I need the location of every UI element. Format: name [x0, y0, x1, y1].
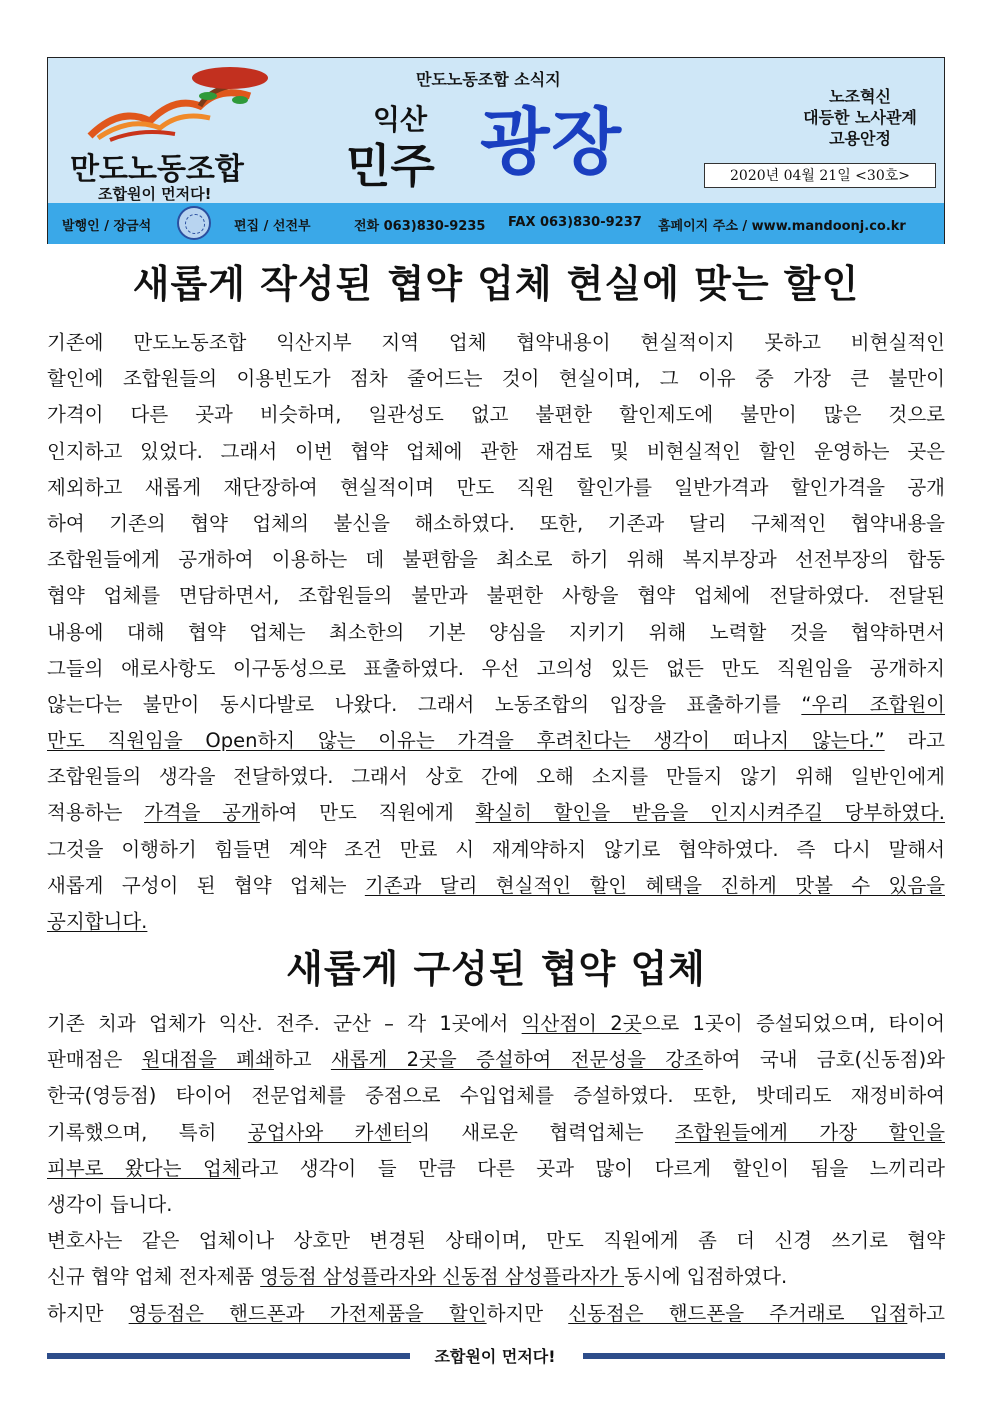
text-line: 변호사는 같은 업체이나 상호만 변경된 상태이며, 만도 직원에게 좀 더 신경 쓰기로 협약 — [47, 1229, 945, 1253]
text-run: 라고 생각이 들 만큼 다른 곳과 많이 다르게 할인이 됨을 느끼리라 — [240, 1156, 946, 1180]
text-line — [47, 1042, 945, 1078]
text-line: 인지하고 있었다. 그래서 이번 협약 업체에 관한 재검토 및 비현실적인 할인 운영하는 곳은 — [47, 439, 945, 463]
underlined-text: 공지합니다. — [47, 910, 148, 933]
paper-subtitle: 만도노동조합 소식지 — [416, 70, 561, 89]
text-line: 기존에 만도노동조합 익산지부 지역 업체 협약내용이 현실적이지 못하고 비현실적인 — [47, 331, 945, 354]
text-line: 가격이 다른 곳과 비슷하며, 일관성도 없고 불편한 할인제도에 불만이 많은 것으로 — [47, 403, 945, 427]
underlined-text: 피부로 왔다는 업체 — [47, 1156, 241, 1180]
article2-title: 새롭게 구성된 협약 업체 — [286, 947, 706, 991]
text-run: 기록했으며, 특히 — [47, 1120, 248, 1144]
text-line — [47, 1151, 945, 1187]
text-line — [47, 1296, 945, 1332]
underlined-text: 공업사와 카센터 — [247, 1120, 412, 1144]
text-line: 하여 기존의 협약 업체의 불신을 해소하였다. 또한, 기존과 달리 구체적인 협약내용을 — [47, 511, 945, 535]
text-line: 내용에 대해 협약 업체는 최소한의 기본 양심을 지키기 위해 노력할 것을 협약하면서 — [47, 620, 945, 644]
text-line: 그들의 애로사항도 이구동성으로 표출하였다. 우선 고의성 있든 없든 만도 직원임을 공개하지 — [47, 656, 945, 680]
text-line — [47, 868, 945, 904]
underlined-text: 만도 직원임을 Open하지 않는 이유는 가격을 후려친다는 생각이 떠나지 않는다.” — [47, 729, 885, 753]
text-line — [47, 687, 945, 723]
text-run: 으로 1곳이 증설되었으며, 타이어 — [641, 1012, 945, 1035]
text-line — [47, 904, 945, 940]
phone: 전화 063)830-9235 — [354, 219, 486, 234]
info-bar — [48, 203, 944, 244]
text-run: 하고 — [907, 1301, 945, 1325]
text-line — [47, 723, 945, 759]
editor: 편집 / 선전부 — [234, 219, 311, 234]
text-run: 하고 — [273, 1048, 331, 1072]
text-run: 신규 협약 업체 전자제품 — [47, 1265, 261, 1289]
underlined-text: 확실히 할인을 받음을 인지시켜주길 당부하였다. — [475, 801, 946, 825]
underlined-text: 새롭게 2곳을 증설하여 전문성을 강조 — [330, 1048, 703, 1072]
union-seal-icon — [177, 206, 211, 240]
motto-line: 노조혁신 — [829, 87, 891, 106]
text-run: 동시에 입점하였다. — [624, 1265, 788, 1289]
footer-slogan: 조합원이 먼저다! — [434, 1347, 556, 1366]
org-slogan: 조합원이 먼저다! — [98, 185, 212, 203]
text-run: 하여 만도 직원에게 — [259, 801, 476, 825]
underlined-text: 조합원들에게 가장 할인을 — [674, 1120, 945, 1144]
text-line — [47, 1006, 945, 1042]
motto-line: 고용안정 — [829, 129, 891, 148]
text-line: 협약 업체를 면담하면서, 조합원들의 불만과 불편한 사항을 협약 업체에 전달하였다. 전달된 — [47, 584, 945, 608]
footer-rule-left — [47, 1353, 410, 1359]
text-line: 조합원들에게 공개하여 이용하는 데 불편함을 최소로 하기 위해 복지부장과 선전부장의 합동 — [47, 548, 945, 572]
masthead — [47, 57, 945, 244]
text-run: 새롭게 구성이 된 협약 업체는 — [47, 873, 365, 897]
text-line: 한국(영등점) 타이어 전문업체를 중점으로 수입업체를 증설하였다. 또한, 밧데리도 재정비하여 — [47, 1084, 945, 1108]
homepage[interactable]: 홈페이지 주소 / www.mandoonj.co.kr — [658, 219, 906, 234]
underlined-text: 가격을 공개 — [144, 801, 260, 825]
underlined-text: 익산점이 2곳 — [521, 1012, 642, 1035]
text-run: 않는다는 불만이 동시다발로 나왔다. 그래서 노동조합의 입장을 표출하기를 — [47, 692, 802, 716]
text-run: 기존 치과 업체가 익산. 전주. 군산 – 각 1곳에서 — [47, 1012, 522, 1035]
text-run: 의 새로운 협력업체는 — [411, 1120, 675, 1144]
text-run: 적용하는 — [47, 801, 144, 825]
underlined-text: 영등점 삼성플라자와 신동점 삼성플라자가 — [260, 1265, 625, 1289]
motto — [800, 86, 920, 149]
text-line: 할인에 조합원들의 이용빈도가 점차 줄어드는 것이 현실이며, 그 이유 중 가장 큰 불만이 — [47, 367, 945, 391]
underlined-text: 영등점은 핸드폰과 가전제품을 할인 — [128, 1301, 487, 1325]
article1-title: 새롭게 작성된 협약 업체 현실에 맞는 할인 — [132, 262, 860, 306]
newspaper-title: 광장 — [480, 100, 624, 184]
text-line: 조합원들의 생각을 전달하였다. 그래서 상호 간에 오해 소지를 만들지 않기 위해 일반인에게 — [47, 765, 945, 789]
underlined-text: 원대점을 폐쇄 — [141, 1048, 274, 1072]
text-line: 제외하고 새롭게 재단장하여 현실적이며 만도 직원 할인가를 일반가격과 할인가격을 공개 — [47, 475, 945, 499]
underlined-text: 신동점은 핸드폰을 주거래로 입점 — [568, 1301, 908, 1325]
text-run: 하지만 — [47, 1301, 129, 1325]
footer-rule-right — [583, 1353, 945, 1359]
text-line — [47, 1259, 945, 1295]
tree-logo-icon — [80, 66, 270, 146]
underlined-text: 기존과 달리 현실적인 할인 혜택을 진하게 맛볼 수 있음을 — [364, 873, 945, 897]
publisher: 발행인 / 장금석 — [62, 219, 152, 234]
issue-date: 2020년 04월 21일 <30호> — [704, 163, 936, 188]
text-run: 라고 — [884, 729, 945, 753]
motto-line: 대등한 노사관계 — [803, 108, 917, 127]
article1-body — [47, 325, 945, 940]
text-run: 하지만 — [486, 1301, 569, 1325]
text-line — [47, 1115, 945, 1151]
text-line — [47, 795, 945, 831]
text-run: 판매점은 — [47, 1048, 142, 1072]
text-line: 생각이 듭니다. — [47, 1192, 173, 1216]
union-logo — [60, 66, 290, 203]
region-label: 익산 — [373, 103, 428, 136]
text-line: 그것을 이행하기 힘들면 계약 조건 만료 시 재계약하지 않기로 협약하였다. 즉 다시 말해서 — [47, 837, 945, 861]
underlined-text: “우리 조합원이 — [801, 692, 946, 716]
title-minju: 민주 — [346, 139, 435, 193]
article2-body — [47, 1006, 945, 1332]
text-run: 하여 국내 금호(신동점)와 — [702, 1048, 946, 1072]
org-name: 만도노동조합 — [70, 152, 244, 187]
fax: FAX 063)830-9237 — [508, 215, 642, 230]
